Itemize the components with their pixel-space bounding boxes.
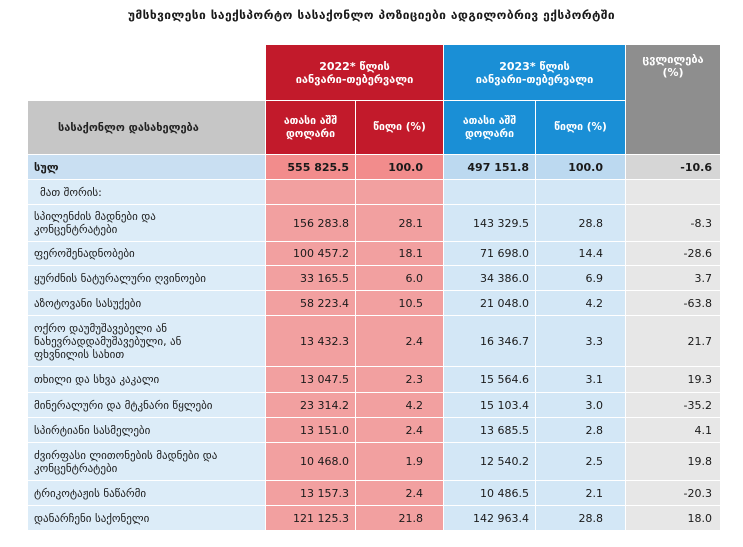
page-title: უმსხვილესი საექსპორტო სასაქონლო პოზიციები ადგილობრივ ექსპორტში [127,8,616,22]
total-change: -10.6 [626,155,721,180]
row-label-line: ფეროშენადნობები [34,247,135,260]
total-share-2023: 100.0 [536,155,626,180]
total-value-2022: 555 825.5 [266,155,356,180]
row-label-line: ტრიკოტაჟის ნაწარმი [34,486,147,500]
row-label [28,418,266,443]
row-value-2022: 121 125.3 [266,506,356,531]
header-2023-line1: 2023* წლის [499,59,570,73]
row-value-2023: 142 963.4 [444,506,536,531]
row-label [28,393,266,418]
table-row [28,291,721,316]
row-change: -63.8 [626,291,721,316]
row-change: 18.0 [626,506,721,531]
row-label-line: დანარჩენი საქონელი [34,511,150,525]
row-label-line: ნახევრადდამუშავებული, ან [34,334,182,348]
row-label-line: ყურძნის ნატურალური ღვინოები [34,271,206,285]
row-label-line: ოქრო დაუმუშავებელი ან [34,321,168,335]
total-value-2023: 497 151.8 [444,155,536,180]
header-2022-value [266,101,356,155]
header-2022-value-line1: ათასი აშშ [283,114,338,127]
total-share-2022: 100.0 [356,155,444,180]
row-share-2022: 2.4 [356,316,444,367]
row-change: -20.3 [626,481,721,506]
row-share-2023: 3.3 [536,316,626,367]
row-value-2022: 13 151.0 [266,418,356,443]
table-row [28,242,721,266]
row-value-2023: 10 486.5 [444,481,536,506]
row-value-2023: 12 540.2 [444,443,536,481]
row-share-2023: 3.0 [536,393,626,418]
row-value-2023: 143 329.5 [444,205,536,242]
row-share-2023: 4.2 [536,291,626,316]
row-label-line: სპილენძის მადნები და [34,210,156,223]
row-value-2023: 15 103.4 [444,393,536,418]
row-label-line: თხილი და სხვა კაკალი [34,373,160,386]
row-share-2023: 2.8 [536,418,626,443]
row-share-2022: 6.0 [356,266,444,291]
row-share-2023: 2.5 [536,443,626,481]
row-value-2023: 34 386.0 [444,266,536,291]
row-label [28,205,266,242]
table-row [28,316,721,367]
row-share-2023: 6.9 [536,266,626,291]
row-value-2023: 15 564.6 [444,367,536,393]
header-2023-share: წილი (%) [536,101,626,155]
row-share-2023: 14.4 [536,242,626,266]
row-value-2023: 13 685.5 [444,418,536,443]
row-label-line: ძვირფასი ლითონების მადნები და [34,448,218,462]
row-label-line: კონცენტრატები [34,461,118,475]
row-label-line: კონცენტრატები [34,223,118,236]
header-2023-value [444,101,536,155]
table-row [28,205,721,242]
row-label [28,316,266,367]
row-label [28,266,266,291]
header-2022-value-line2: დოლარი [286,127,335,140]
row-label [28,291,266,316]
header-2022-line2: იანვარი-თებერვალი [295,72,414,86]
row-share-2023: 28.8 [536,205,626,242]
row-label [28,367,266,393]
row-share-2022: 4.2 [356,393,444,418]
row-label [28,242,266,266]
row-value-2023: 21 048.0 [444,291,536,316]
header-2023 [444,45,626,101]
row-share-2022: 28.1 [356,205,444,242]
row-value-2022: 100 457.2 [266,242,356,266]
row-change: 3.7 [626,266,721,291]
header-2023-value-line2: დოლარი [465,127,514,140]
row-share-2022: 10.5 [356,291,444,316]
row-share-2023: 3.1 [536,367,626,393]
row-share-2023: 2.1 [536,481,626,506]
row-change: 21.7 [626,316,721,367]
row-change: -28.6 [626,242,721,266]
row-label-line: სპირტიანი სასმელები [34,423,151,437]
row-change: -8.3 [626,205,721,242]
row-value-2023: 16 346.7 [444,316,536,367]
row-share-2022: 1.9 [356,443,444,481]
table-row [28,393,721,418]
row-value-2023: 71 698.0 [444,242,536,266]
table-row [28,481,721,506]
row-value-2022: 23 314.2 [266,393,356,418]
header-blank [28,45,266,101]
row-value-2022: 13 432.3 [266,316,356,367]
header-change [626,45,721,155]
row-value-2022: 10 468.0 [266,443,356,481]
header-2022 [266,45,444,101]
table-row-total [28,155,721,180]
row-share-2023: 28.8 [536,506,626,531]
row-value-2022: 58 223.4 [266,291,356,316]
header-2023-line2: იანვარი-თებერვალი [475,72,594,86]
header-2022-share: წილი (%) [356,101,444,155]
row-label-line: მინერალური და მტკნარი წყლები [34,398,213,412]
row-change: -35.2 [626,393,721,418]
table-row [28,443,721,481]
table-row [28,266,721,291]
header-category: სასაქონლო დასახელება [28,101,266,155]
row-share-2022: 2.4 [356,418,444,443]
row-change: 19.3 [626,367,721,393]
table-row [28,506,721,531]
row-share-2022: 2.3 [356,367,444,393]
row-label [28,481,266,506]
table-row-subheading [28,180,721,205]
row-share-2022: 21.8 [356,506,444,531]
header-2023-value-line1: ათასი აშშ [462,114,517,127]
export-table [27,44,721,531]
row-value-2022: 13 157.3 [266,481,356,506]
row-share-2022: 2.4 [356,481,444,506]
row-change: 4.1 [626,418,721,443]
row-value-2022: 33 165.5 [266,266,356,291]
row-label [28,506,266,531]
header-2022-line1: 2022* წლის [319,59,390,73]
row-share-2022: 18.1 [356,242,444,266]
row-value-2022: 156 283.8 [266,205,356,242]
header-change-line2: (%) [662,66,684,79]
row-label [28,443,266,481]
row-change: 19.8 [626,443,721,481]
subheading-label: მათ შორის: [28,180,266,205]
row-label-line: აზოტოვანი სასუქები [34,296,142,310]
header-change-line1: ცვლილება [642,53,704,66]
row-label-line: ფხვნილის სახით [34,347,125,361]
table-row [28,367,721,393]
total-label: სულ [28,155,266,180]
table-row [28,418,721,443]
row-value-2022: 13 047.5 [266,367,356,393]
